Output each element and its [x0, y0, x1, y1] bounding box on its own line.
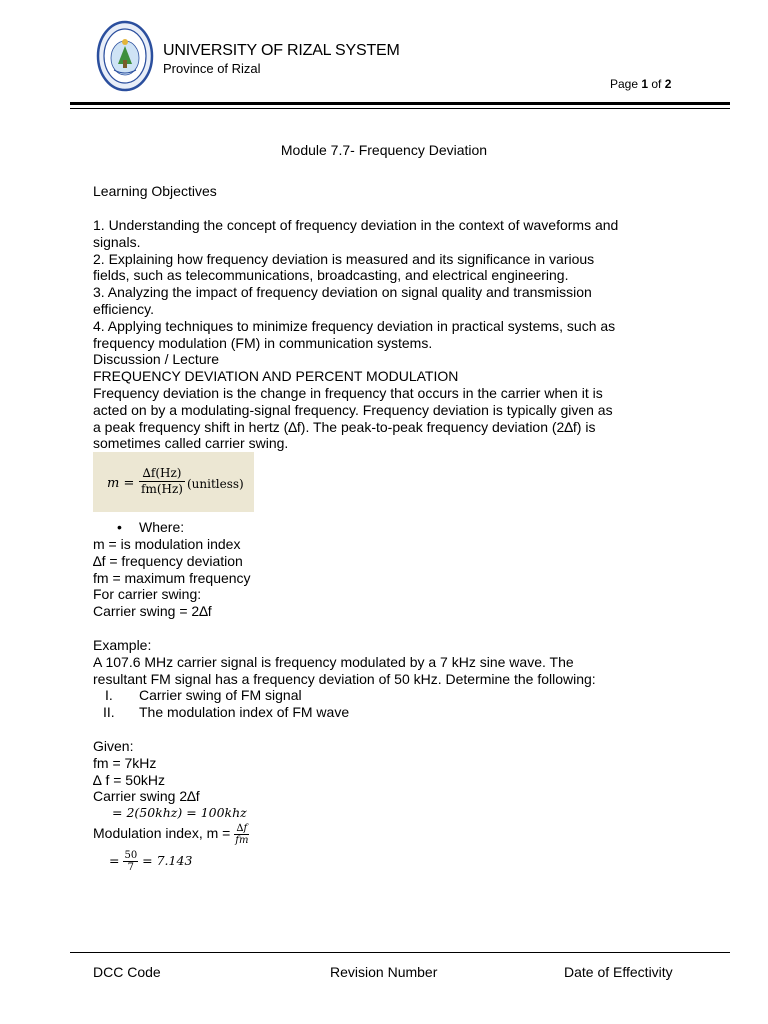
given-line: Carrier swing 2∆f	[93, 788, 200, 805]
given-line: fm = 7kHz	[93, 754, 157, 771]
university-name: UNIVERSITY OF RIZAL SYSTEM	[163, 42, 400, 59]
objective-line: 2. Explaining how frequency deviation is measured and its significance in various	[93, 250, 595, 267]
result-fraction	[123, 850, 138, 873]
page-indicator	[610, 77, 671, 91]
where-label: Where:	[139, 519, 185, 535]
example-item-numeral: II.	[103, 704, 115, 720]
mod-numerator: ∆f	[234, 823, 249, 835]
page-label: Page	[610, 77, 642, 91]
objective-line: 3. Analyzing the impact of frequency deviation on signal quality and transmission	[93, 284, 592, 301]
page-of: of	[648, 77, 665, 91]
definition-line: m = is modulation index	[93, 536, 241, 552]
mod-denominator: fm	[235, 834, 249, 846]
university-seal-logo	[96, 20, 154, 92]
example-item-text: The modulation index of FM wave	[139, 704, 350, 720]
discussion-heading: Discussion / Lecture	[93, 351, 220, 368]
definition-line: fm = maximum frequency	[93, 569, 251, 586]
objective-line: efficiency.	[93, 300, 154, 317]
example-text	[93, 654, 693, 688]
result-prefix: =	[109, 853, 124, 868]
section-heading: FREQUENCY DEVIATION AND PERCENT MODULATION	[93, 368, 459, 385]
example-item-numeral: I.	[105, 687, 113, 703]
given-block	[93, 738, 693, 805]
page-current: 1	[641, 77, 649, 91]
definitions-list	[93, 536, 693, 620]
objective-line: 1. Understanding the concept of frequency deviation in the context of waveforms and	[93, 217, 619, 233]
modulation-index-line	[93, 820, 249, 846]
modulation-index-fraction	[234, 823, 249, 846]
objective-line: signals.	[93, 233, 141, 250]
objective-line: fields, such as telecommunications, broadcasting, and electrical engineering.	[93, 267, 569, 284]
footer-divider	[70, 952, 730, 953]
page-total: 2	[664, 77, 672, 91]
given-line: ∆ f = 50kHz	[93, 771, 165, 788]
definition-line: ∆f = frequency deviation	[93, 552, 243, 569]
result-line	[109, 848, 192, 874]
result-value: = 7.143	[138, 853, 193, 868]
bullet-icon: •	[117, 519, 122, 535]
modulation-index-formula-image	[93, 452, 254, 512]
example-heading: Example:	[93, 637, 152, 653]
province-name: Province of Rizal	[163, 61, 261, 76]
example-item-text: Carrier swing of FM signal	[139, 687, 302, 703]
formula-lhs: m =	[107, 476, 135, 491]
objective-line: frequency modulation (FM) in communication systems.	[93, 334, 433, 351]
formula-fraction	[139, 466, 185, 497]
result-numerator: 50	[124, 850, 138, 861]
paragraph-line: sometimes called carrier swing.	[93, 435, 289, 452]
footer-dcc-code: DCC Code	[93, 964, 161, 980]
modulation-index-label: Modulation index, m =	[93, 825, 235, 841]
objectives-list	[93, 217, 693, 452]
result-denominator: 7	[127, 862, 134, 873]
given-heading: Given:	[93, 738, 134, 754]
formula-suffix: (unitless)	[187, 477, 244, 491]
definition-line: Carrier swing = 2∆f	[93, 603, 212, 620]
example-line: resultant FM signal has a frequency deviation of 50 kHz. Determine the following:	[93, 670, 596, 687]
objective-line: 4. Applying techniques to minimize frequency deviation in practical systems, such as	[93, 317, 616, 334]
footer-date-of-effectivity: Date of Effectivity	[564, 964, 673, 980]
footer-revision-number: Revision Number	[330, 964, 438, 980]
definition-line: For carrier swing:	[93, 586, 202, 603]
formula-denominator: fm(Hz)	[141, 482, 183, 496]
module-title: Module 7.7- Frequency Deviation	[280, 142, 488, 158]
objectives-heading: Learning Objectives	[93, 183, 217, 199]
paragraph-line: acted on by a modulating-signal frequency. Frequency deviation is typically given as	[93, 401, 613, 418]
header-divider	[70, 102, 730, 109]
formula-numerator: ∆f(Hz)	[139, 466, 185, 482]
paragraph-line: Frequency deviation is the change in frequency that occurs in the carrier when it is	[93, 384, 603, 401]
example-line: A 107.6 MHz carrier signal is frequency modulated by a 7 kHz sine wave. The	[93, 654, 574, 670]
carrier-swing-equation: = 2(50khz) = 100khz	[112, 805, 247, 820]
paragraph-line: a peak frequency shift in hertz (∆f). The peak-to-peak frequency deviation (2∆f) is	[93, 418, 596, 435]
